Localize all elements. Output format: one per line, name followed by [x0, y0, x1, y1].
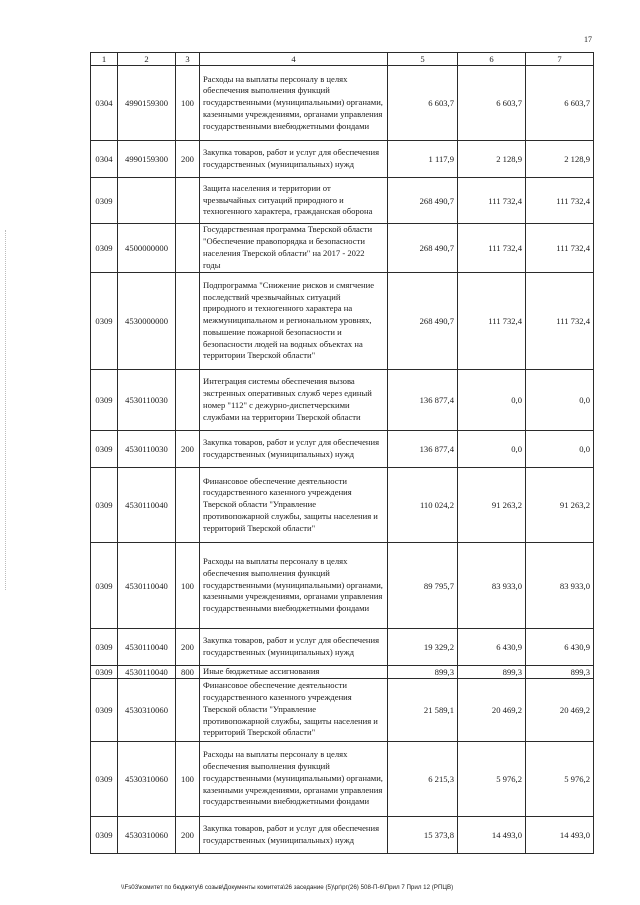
section-code: 0309 [91, 666, 118, 679]
expense-name: Закупка товаров, работ и услуг для обеспечения государственных (муниципальных) нужд [200, 141, 388, 178]
target-article-code: 4530110040 [118, 629, 176, 666]
amount-next-year: 111 732,4 [458, 178, 526, 224]
expense-type-code: 200 [176, 816, 200, 853]
expense-type-code: 200 [176, 629, 200, 666]
amount-next-year: 111 732,4 [458, 224, 526, 273]
target-article-code: 4530110040 [118, 543, 176, 629]
column-number-header [91, 53, 594, 66]
binding-hole-marks [5, 230, 8, 590]
table-row [91, 468, 594, 543]
amount-current-year: 1 117,9 [388, 141, 458, 178]
table-row [91, 678, 594, 741]
amount-second-year: 6 603,7 [526, 66, 594, 141]
amount-next-year: 83 933,0 [458, 543, 526, 629]
expense-name: Финансовое обеспечение деятельности государственного казенного учреждения Тверской области "Управление противопожарной службы, защиты населения и территорий Тверской области" [200, 468, 388, 543]
amount-current-year: 21 589,1 [388, 678, 458, 741]
section-code: 0309 [91, 224, 118, 273]
expense-type-code [176, 678, 200, 741]
expense-name: Финансовое обеспечение деятельности государственного казенного учреждения Тверской области "Управление противопожарной службы, защиты населения и территорий Тверской области" [200, 678, 388, 741]
expense-type-code: 200 [176, 431, 200, 468]
target-article-code: 4530110040 [118, 666, 176, 679]
amount-current-year: 136 877,4 [388, 370, 458, 431]
amount-second-year: 2 128,9 [526, 141, 594, 178]
table-row [91, 273, 594, 370]
expense-name: Расходы на выплаты персоналу в целях обеспечения выполнения функций государственными (муниципальными) органами, казенными учреждениями, органами управления государственными внебюджетными фондами [200, 66, 388, 141]
amount-next-year: 899,3 [458, 666, 526, 679]
amount-next-year: 6 603,7 [458, 66, 526, 141]
amount-current-year: 6 215,3 [388, 741, 458, 816]
amount-current-year: 15 373,8 [388, 816, 458, 853]
expense-type-code: 100 [176, 741, 200, 816]
expense-name: Иные бюджетные ассигнования [200, 666, 388, 679]
amount-next-year: 0,0 [458, 370, 526, 431]
section-code: 0309 [91, 468, 118, 543]
amount-second-year: 20 469,2 [526, 678, 594, 741]
table-row [91, 141, 594, 178]
amount-next-year: 0,0 [458, 431, 526, 468]
amount-current-year: 136 877,4 [388, 431, 458, 468]
expense-name: Закупка товаров, работ и услуг для обеспечения государственных (муниципальных) нужд [200, 431, 388, 468]
section-code: 0309 [91, 370, 118, 431]
table-row [91, 816, 594, 853]
table-row [91, 370, 594, 431]
amount-current-year: 110 024,2 [388, 468, 458, 543]
expense-type-code [176, 468, 200, 543]
amount-current-year: 268 490,7 [388, 224, 458, 273]
table-row [91, 431, 594, 468]
budget-table-body [91, 53, 594, 854]
expense-name: Государственная программа Тверской области "Обеспечение правопорядка и безопасности населения Тверской области" на 2017 - 2022 годы [200, 224, 388, 273]
target-article-code: 4530310060 [118, 741, 176, 816]
target-article-code: 4530310060 [118, 816, 176, 853]
header-col-3: 3 [176, 53, 200, 66]
expense-type-code [176, 224, 200, 273]
table-row [91, 178, 594, 224]
table-row [91, 629, 594, 666]
expense-type-code [176, 178, 200, 224]
section-code: 0309 [91, 178, 118, 224]
expense-name: Подпрограмма "Снижение рисков и смягчение последствий чрезвычайных ситуаций природного и техногенного характера на межмуниципальном и региональном уровнях, повышение пожарной безопасности и безопасности людей на водных объектах на территории Тверской области" [200, 273, 388, 370]
target-article-code: 4990159300 [118, 66, 176, 141]
amount-current-year: 6 603,7 [388, 66, 458, 141]
amount-current-year: 19 329,2 [388, 629, 458, 666]
page-number: 17 [584, 35, 592, 44]
budget-table [90, 52, 594, 854]
amount-second-year: 5 976,2 [526, 741, 594, 816]
target-article-code: 4990159300 [118, 141, 176, 178]
amount-second-year: 6 430,9 [526, 629, 594, 666]
expense-name: Закупка товаров, работ и услуг для обеспечения государственных (муниципальных) нужд [200, 629, 388, 666]
expense-type-code [176, 273, 200, 370]
expense-type-code: 100 [176, 66, 200, 141]
expense-name: Закупка товаров, работ и услуг для обеспечения государственных (муниципальных) нужд [200, 816, 388, 853]
amount-current-year: 268 490,7 [388, 178, 458, 224]
table-row [91, 224, 594, 273]
expense-name: Расходы на выплаты персоналу в целях обеспечения выполнения функций государственными (муниципальными) органами, казенными учреждениями, органами управления государственными внебюджетными фондами [200, 741, 388, 816]
table-row [91, 666, 594, 679]
amount-next-year: 20 469,2 [458, 678, 526, 741]
amount-second-year: 111 732,4 [526, 224, 594, 273]
header-col-5: 5 [388, 53, 458, 66]
section-code: 0309 [91, 678, 118, 741]
section-code: 0304 [91, 66, 118, 141]
section-code: 0309 [91, 741, 118, 816]
expense-name: Защита населения и территории от чрезвычайных ситуаций природного и техногенного характера, гражданская оборона [200, 178, 388, 224]
amount-second-year: 111 732,4 [526, 178, 594, 224]
header-col-4: 4 [200, 53, 388, 66]
target-article-code: 4530110030 [118, 370, 176, 431]
target-article-code: 4530110040 [118, 468, 176, 543]
target-article-code: 4500000000 [118, 224, 176, 273]
amount-second-year: 899,3 [526, 666, 594, 679]
expense-type-code: 800 [176, 666, 200, 679]
amount-second-year: 91 263,2 [526, 468, 594, 543]
amount-second-year: 14 493,0 [526, 816, 594, 853]
header-col-1: 1 [91, 53, 118, 66]
amount-next-year: 91 263,2 [458, 468, 526, 543]
header-col-6: 6 [458, 53, 526, 66]
table-row [91, 66, 594, 141]
amount-second-year: 0,0 [526, 370, 594, 431]
amount-next-year: 2 128,9 [458, 141, 526, 178]
amount-second-year: 83 933,0 [526, 543, 594, 629]
table-row [91, 741, 594, 816]
amount-current-year: 268 490,7 [388, 273, 458, 370]
amount-current-year: 899,3 [388, 666, 458, 679]
table-row [91, 543, 594, 629]
amount-next-year: 5 976,2 [458, 741, 526, 816]
section-code: 0309 [91, 543, 118, 629]
section-code: 0309 [91, 431, 118, 468]
target-article-code: 4530000000 [118, 273, 176, 370]
expense-name: Расходы на выплаты персоналу в целях обеспечения выполнения функций государственными (муниципальными) органами, казенными учреждениями, органами управления государственными внебюджетными фондами [200, 543, 388, 629]
amount-next-year: 14 493,0 [458, 816, 526, 853]
target-article-code: 4530310060 [118, 678, 176, 741]
amount-second-year: 0,0 [526, 431, 594, 468]
target-article-code [118, 178, 176, 224]
expense-type-code: 200 [176, 141, 200, 178]
file-path-footer: \\Fs03\комитет по бюджету\6 созыв\Документы комитета\26 заседание (5)\рг\рг(26) 508-П-6\Прил 7 Прил 12 (РПЦВ) [121, 884, 454, 891]
section-code: 0309 [91, 629, 118, 666]
header-col-2: 2 [118, 53, 176, 66]
section-code: 0304 [91, 141, 118, 178]
amount-current-year: 89 795,7 [388, 543, 458, 629]
section-code: 0309 [91, 273, 118, 370]
target-article-code: 4530110030 [118, 431, 176, 468]
header-col-7: 7 [526, 53, 594, 66]
expense-name: Интеграция системы обеспечения вызова экстренных оперативных служб через единый номер "112" с дежурно-диспетчерскими службами на территории Тверской области [200, 370, 388, 431]
section-code: 0309 [91, 816, 118, 853]
amount-next-year: 111 732,4 [458, 273, 526, 370]
expense-type-code [176, 370, 200, 431]
expense-type-code: 100 [176, 543, 200, 629]
amount-second-year: 111 732,4 [526, 273, 594, 370]
amount-next-year: 6 430,9 [458, 629, 526, 666]
